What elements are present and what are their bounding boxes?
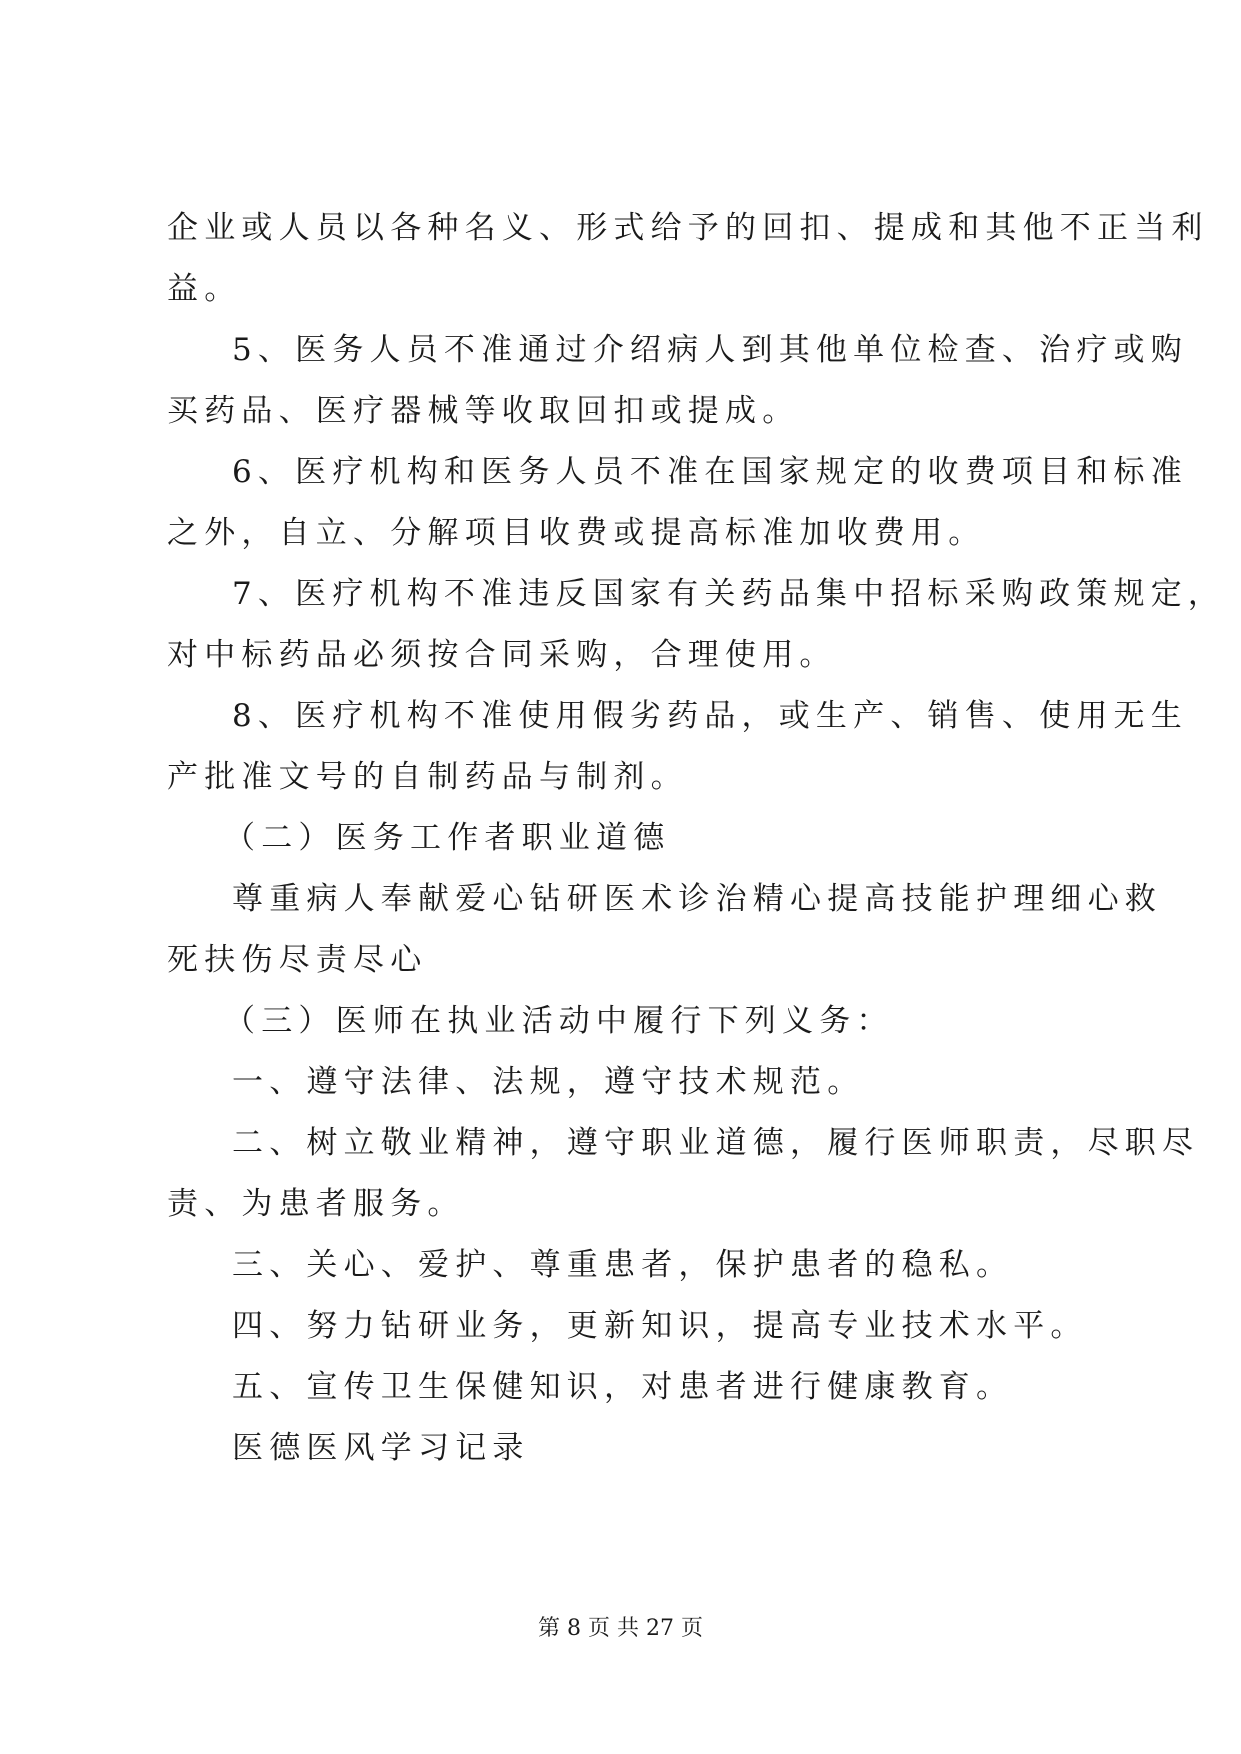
list-item: 二、树立敬业精神，遵守职业道德，履行医师职责，尽职尽 (232, 1125, 1200, 1161)
list-item: 五、宣传卫生保健知识，对患者进行健康教育。 (232, 1369, 1014, 1405)
paragraph-line: 产批准文号的自制药品与制剂。 (167, 759, 688, 795)
paragraph-line: 之外，自立、分解项目收费或提高标准加收费用。 (167, 515, 986, 551)
list-item: 三、关心、爱护、尊重患者，保护患者的稳私。 (232, 1247, 1014, 1283)
paragraph-line: 7、医疗机构不准违反国家有关药品集中招标采购政策规定， (232, 576, 1226, 612)
section-heading: （三）医师在执业活动中履行下列义务： (224, 1003, 894, 1039)
paragraph-line: 6、医疗机构和医务人员不准在国家规定的收费项目和标准 (232, 454, 1188, 490)
list-item-continuation: 责、为患者服务。 (167, 1186, 465, 1222)
paragraph-line: 尊重病人奉献爱心钻研医术诊治精心提高技能护理细心救 (232, 881, 1162, 917)
section-title: 医德医风学习记录 (232, 1430, 530, 1466)
paragraph-line: 对中标药品必须按合同采购，合理使用。 (167, 637, 837, 673)
page-footer: 第 8 页 共 27 页 (538, 1616, 703, 1641)
section-heading: （二）医务工作者职业道德 (224, 820, 671, 856)
paragraph-line: 益。 (167, 271, 242, 307)
paragraph-line: 8、医疗机构不准使用假劣药品，或生产、销售、使用无生 (232, 698, 1188, 734)
paragraph-line: 死扶伤尽责尽心 (167, 942, 428, 978)
paragraph-line: 5、医务人员不准通过介绍病人到其他单位检查、治疗或购 (232, 332, 1188, 368)
paragraph-line: 买药品、医疗器械等收取回扣或提成。 (167, 393, 800, 429)
list-item: 一、遵守法律、法规，遵守技术规范。 (232, 1064, 865, 1100)
paragraph-line: 企业或人员以各种名义、形式给予的回扣、提成和其他不正当利 (167, 210, 1209, 246)
list-item: 四、努力钻研业务，更新知识，提高专业技术水平。 (232, 1308, 1088, 1344)
